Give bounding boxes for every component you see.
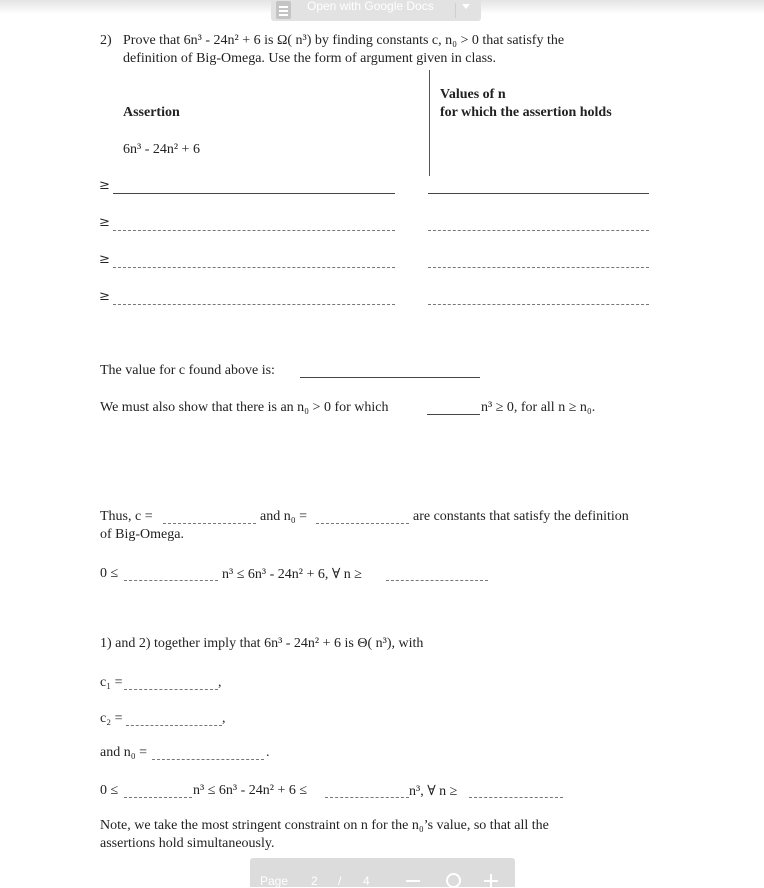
n0-line-blank[interactable]: [427, 414, 480, 415]
c-value-blank[interactable]: [300, 377, 480, 378]
ineq2-right: n³, ∀ n ≥: [409, 784, 458, 799]
problem-line-1: Prove that 6n³ - 24n² + 6 is Ω( n³) by finding constants c, n₀ > 0 that satisfy the: [123, 33, 565, 48]
ineq1-n-blank[interactable]: [386, 580, 488, 581]
thus-c-blank[interactable]: [163, 523, 256, 524]
row-2-values-blank[interactable]: [428, 230, 649, 231]
c2-blank[interactable]: [126, 725, 222, 726]
values-header-line-2: for which the assertion holds: [440, 105, 612, 120]
n0-line-prefix: We must also show that there is an n₀ > 0 for which: [100, 400, 389, 415]
ineq1-c-blank[interactable]: [124, 580, 218, 581]
thus-line-2: of Big-Omega.: [100, 527, 184, 542]
total-pages: 4: [363, 874, 370, 888]
ineq2-n-blank[interactable]: [469, 797, 563, 798]
n0-label: and n₀ =: [100, 745, 147, 760]
c1-blank[interactable]: [124, 689, 218, 690]
row-3-assertion-blank[interactable]: [113, 267, 395, 268]
c1-comma: ,: [218, 675, 222, 690]
values-header-line-1: Values of n: [440, 87, 506, 102]
open-with-google-docs-button[interactable]: [271, 0, 481, 21]
thus-n0-blank[interactable]: [316, 523, 409, 524]
toolbar-divider: [455, 3, 456, 18]
page-label: Page: [260, 874, 289, 888]
ineq1-middle: n³ ≤ 6n³ - 24n² + 6, ∀ n ≥: [222, 567, 362, 582]
zoom-icon[interactable]: [446, 873, 461, 888]
thus-part-1: Thus, c =: [100, 509, 153, 524]
n0-line-suffix: n³ ≥ 0, for all n ≥ n₀.: [481, 400, 596, 415]
problem-line-2: definition of Big-Omega. Use the form of argument given in class.: [123, 51, 496, 66]
ineq2-c1-blank[interactable]: [124, 797, 192, 798]
ineq2-c2-blank[interactable]: [325, 797, 409, 798]
row-1-symbol: ≥: [99, 178, 110, 193]
row-3-values-blank[interactable]: [428, 267, 649, 268]
row-1-assertion-blank[interactable]: [113, 193, 395, 194]
row-4-symbol: ≥: [99, 289, 110, 304]
c1-label: c₁ =: [100, 675, 123, 690]
row-2-symbol: ≥: [99, 215, 110, 230]
current-page: 2: [311, 874, 318, 888]
row-1-values-blank[interactable]: [428, 193, 649, 194]
n0-period: .: [266, 745, 270, 760]
n0-blank[interactable]: [152, 759, 264, 760]
zoom-out-icon[interactable]: [406, 880, 420, 882]
thus-part-3: are constants that satisfy the definition: [413, 509, 629, 524]
row-2-assertion-blank[interactable]: [113, 230, 395, 231]
problem-number: 2): [100, 33, 112, 48]
dropdown-caret-icon[interactable]: [462, 4, 470, 9]
note-line-2: assertions hold simultaneously.: [100, 836, 275, 851]
page-separator: /: [338, 874, 342, 888]
c-value-text: The value for c found above is:: [100, 363, 275, 378]
ineq2-middle: n³ ≤ 6n³ - 24n² + 6 ≤: [193, 783, 308, 798]
ineq1-left: 0 ≤: [100, 566, 119, 581]
open-with-label: Open with Google Docs: [307, 0, 434, 13]
together-text: 1) and 2) together imply that 6n³ - 24n² + 6 is Θ( n³), with: [100, 636, 424, 651]
page-controls: [250, 858, 515, 887]
row-4-assertion-blank[interactable]: [113, 304, 395, 305]
thus-part-2: and n₀ =: [260, 509, 307, 524]
table-column-divider: [429, 70, 430, 176]
note-line-1: Note, we take the most stringent constraint on n for the n₀’s value, so that all the: [100, 818, 549, 833]
row-4-values-blank[interactable]: [428, 304, 649, 305]
assertion-expression: 6n³ - 24n² + 6: [123, 142, 200, 157]
c2-comma: ,: [222, 711, 226, 726]
ineq2-left: 0 ≤: [100, 783, 119, 798]
google-docs-icon: [276, 1, 291, 19]
zoom-in-icon-vertical: [490, 874, 492, 888]
row-3-symbol: ≥: [99, 252, 110, 267]
assertion-header: Assertion: [123, 105, 180, 120]
c2-label: c₂ =: [100, 711, 123, 726]
